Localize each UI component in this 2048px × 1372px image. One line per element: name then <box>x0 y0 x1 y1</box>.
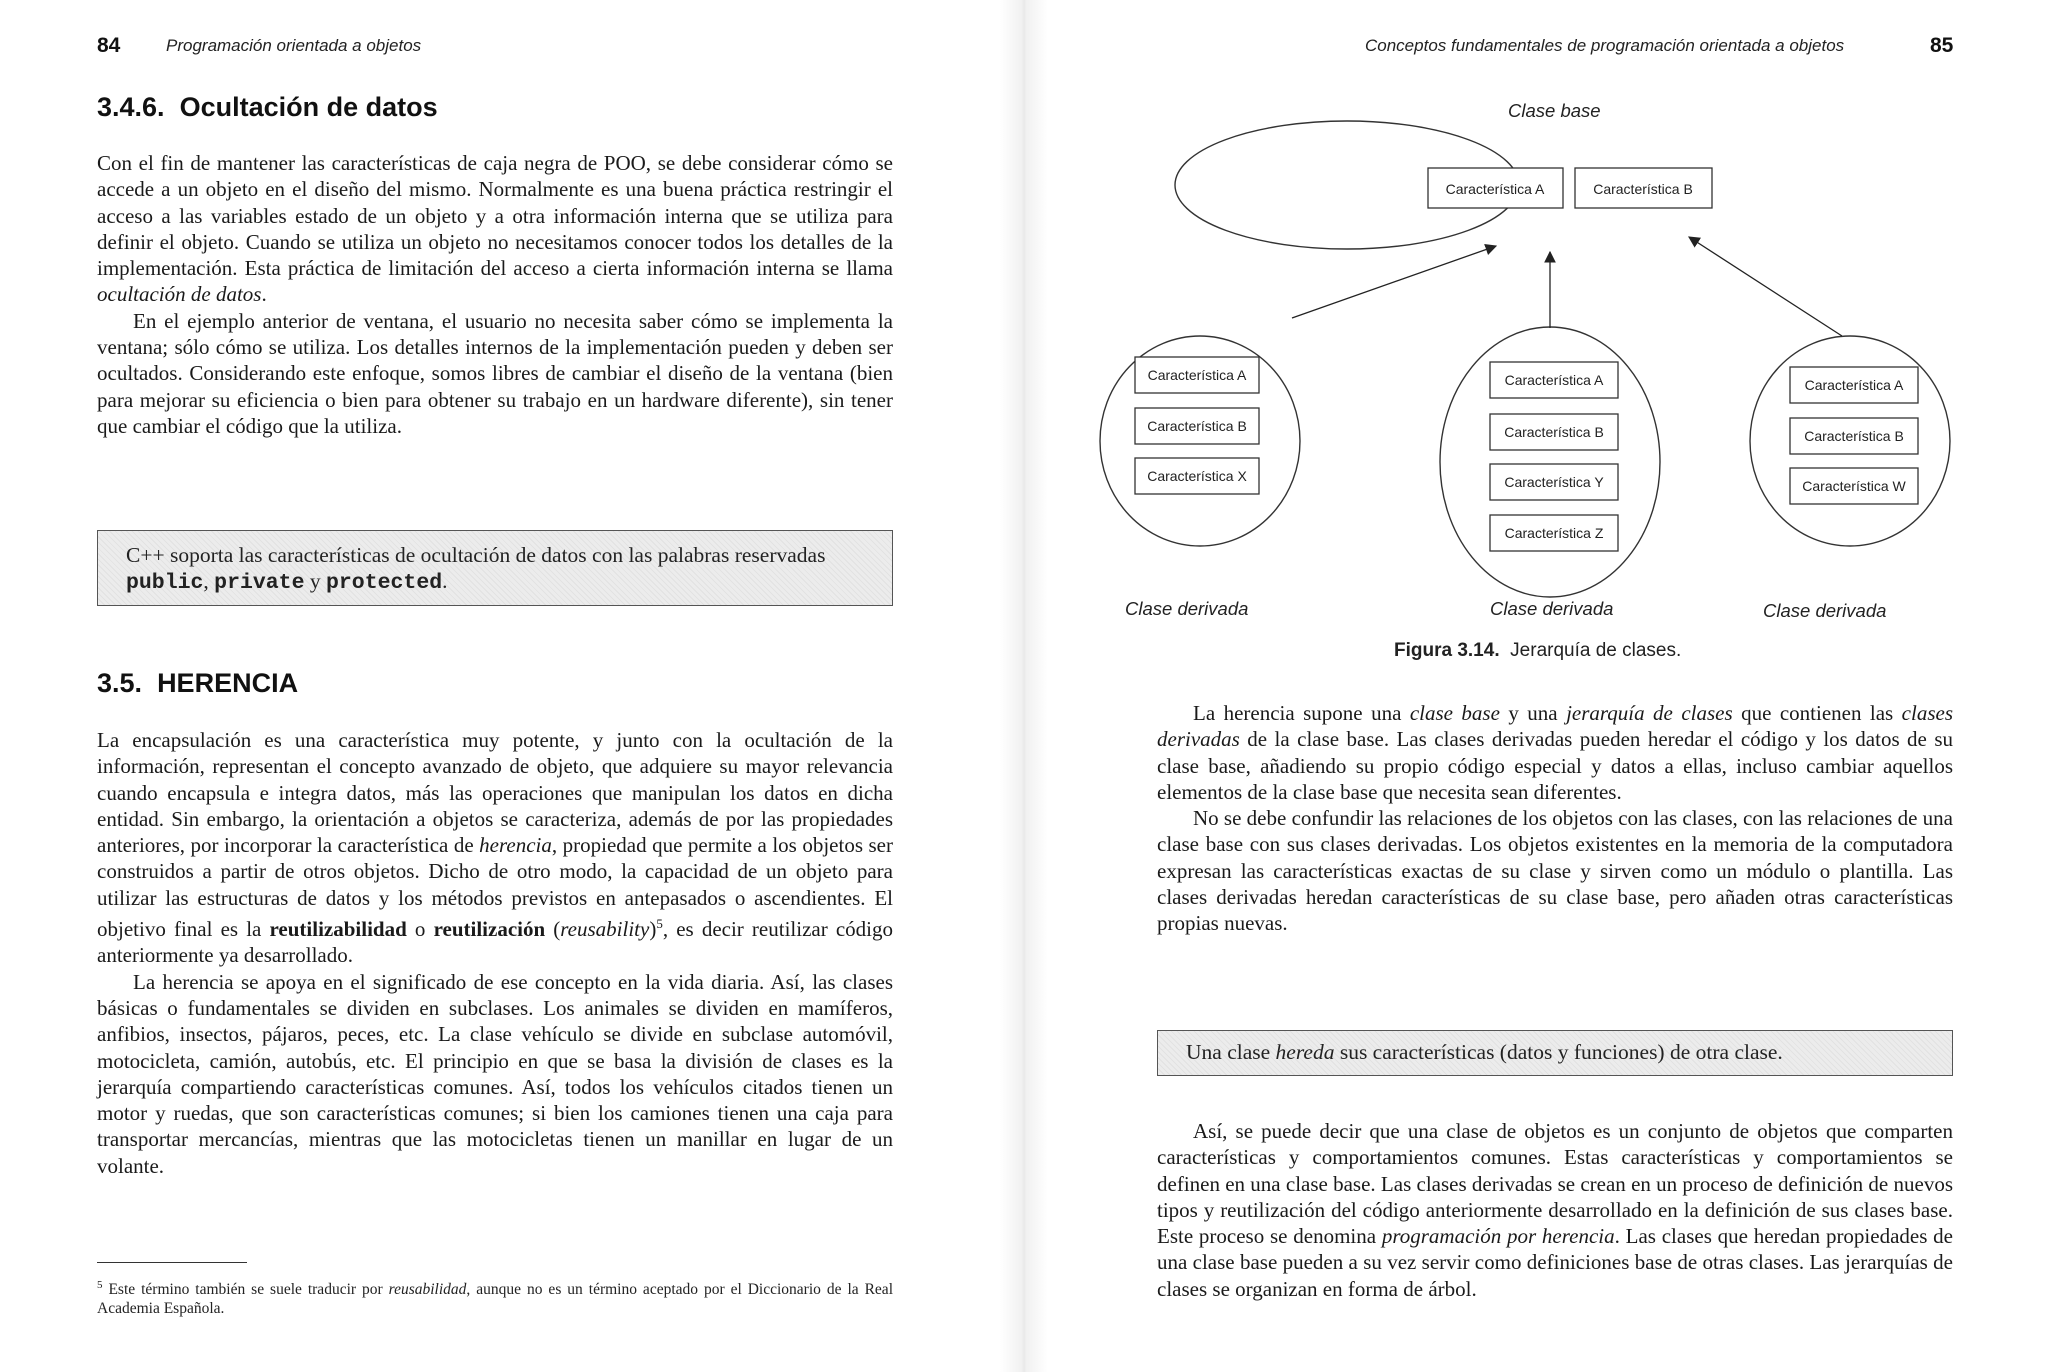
figure-title: Jerarquía de clases. <box>1510 640 1682 661</box>
section-heading-inheritance <box>97 668 298 699</box>
paragraph: La encapsulación es una característica muy potente, y junto con la ocultación de la información, representan el concepto avanzado de objeto, que adquiere su mayor relevancia cuando encapsula e integra datos, más las operaciones que manipulan los datos en dicha entidad. Sin embargo, la orientación a objetos se caracteriza, además de por las propiedades anteriores, por incorporar la característica de herencia, propiedad que permite a los objetos ser construidos a partir de otros objetos. Dicho de otro modo, la capacidad de un objeto para utilizar las estructuras de datos y los métodos previstos en antepasados o ascendientes. El objetivo final es la reutilizabilidad o reutilización (reusability)$^5$, es decir reutilizar código anteriormente ya desarrollado. <box>97 728 893 968</box>
note-text: Una clase hereda sus características (datos y funciones) de otra clase. <box>1186 1040 1783 1064</box>
footnote: $^5$ Este término también se suele traducir por reusabilidad, aunque no es un término aceptado por el Diccionario de la Real Academia Española. <box>97 1279 893 1318</box>
note-box-inheritance <box>1157 1030 1953 1076</box>
note-text: C++ soporta las características de ocultación de datos con las palabras reservadas public, private y protected. <box>126 543 826 595</box>
inheritance-arrow <box>1689 237 1842 336</box>
page-number: 84 <box>97 34 121 57</box>
term-italic: ocultación de datos <box>97 282 262 307</box>
paragraph: Con el fin de mantener las características de caja negra de POO, se debe considerar cómo se accede a un objeto en el diseño del mismo. Normalmente es una buena práctica restringir el acceso a las variables estado de un objeto y a otra información interna que se utiliza para definir el objeto. Cuando se utiliza un objeto no necesitamos conocer todos los detalles de la implementación. Esta práctica de limitación del acceso a cierta información interna se llama ocultación de datos. <box>97 151 893 307</box>
derived-class-label: Clase derivada <box>1763 600 1887 621</box>
feature-label: Característica B <box>1804 428 1904 444</box>
feature-label: Característica Z <box>1504 525 1604 541</box>
section-number: 3.4.6. <box>97 92 165 122</box>
page-number: 85 <box>1930 34 1954 57</box>
feature-label: Característica B <box>1504 424 1604 440</box>
section-title: HERENCIA <box>157 668 299 698</box>
inheritance-text <box>97 727 893 1179</box>
section-number: 3.5. <box>97 668 143 698</box>
paragraph: La herencia supone una clase base y una jerarquía de clases que contienen las clases derivadas de la clase base. Las clases derivadas pueden heredar el código y los datos de su clase base, añadiendo su propio código especial y datos a ellas, incluso cambiar aquellos elementos de la clase base que necesita sean diferentes. <box>1157 701 1953 804</box>
hierarchy-text <box>1157 700 1953 937</box>
footnote-ref: 5 <box>656 916 663 932</box>
feature-label: Característica A <box>1804 377 1904 393</box>
running-head: Programación orientada a objetos <box>166 36 422 55</box>
feature-label: Característica A <box>1147 367 1247 383</box>
feature-label: Característica B <box>1593 181 1693 197</box>
class-definition-text <box>1157 1118 1953 1302</box>
figure-number: Figura 3.14. <box>1394 640 1500 661</box>
data-hiding-text <box>97 150 893 439</box>
base-class-label: Clase base <box>1508 100 1601 121</box>
feature-label: Característica X <box>1147 468 1247 484</box>
section-heading-data-hiding <box>97 92 438 123</box>
feature-label: Característica B <box>1147 418 1247 434</box>
paragraph: Así, se puede decir que una clase de objetos es un conjunto de objetos que comparten características y comportamientos comunes. Estas características y comportamientos se definen en una clase base. Las clases derivadas se crean en un proceso de definición de nuevos tipos y reutilización del código anteriormente desarrollado en la definición de sus clases base. Este proceso se denomina programación por herencia. Las clases que heredan propiedades de una clase base pueden a su vez servir como definiciones base de otras clases. Las jerarquías de clases se organizan en forma de árbol. <box>1157 1119 1953 1301</box>
footnote-rule <box>97 1262 247 1263</box>
derived-class-label: Clase derivada <box>1490 598 1614 619</box>
feature-label: Característica A <box>1504 372 1604 388</box>
feature-label: Característica W <box>1802 478 1906 494</box>
left-page <box>0 0 1010 1372</box>
section-title: Ocultación de datos <box>179 92 438 122</box>
paragraph: La herencia se apoya en el significado de ese concepto en la vida diaria. Así, las clases básicas o fundamentales se dividen en subclases. Los animales se dividen en mamíferos, anfibios, insectos, pájaros, peces, etc. La clase vehículo se divide en subclase automóvil, motocicleta, camión, autobús, etc. El principio en que se basa la división de clases es la jerarquía compartiendo características comunes. Así, todos los vehículos citados tienen un motor y ruedas, que son características comunes; si bien los camiones tienen una caja para transportar mercancías, mientras que las motocicletas tienen un manillar en lugar de un volante. <box>97 969 893 1178</box>
feature-label: Característica Y <box>1504 474 1604 490</box>
figure-caption <box>1394 640 1681 662</box>
note-box-cpp <box>97 530 893 606</box>
keyword-public: public <box>126 571 204 595</box>
keyword-protected: protected <box>326 571 443 595</box>
paragraph: En el ejemplo anterior de ventana, el usuario no necesita saber cómo se implementa la ventana; sólo cómo se utiliza. Los detalles internos de la implementación pueden y deben ser ocultados. Considerando este enfoque, somos libres de cambiar el diseño de la ventana (bien para mejorar su eficiencia o bien para obtener su trabajo en un hardware diferente), sin tener que cambiar el código que la utiliza. <box>97 308 893 438</box>
derived-class-label: Clase derivada <box>1125 598 1249 619</box>
running-head: Conceptos fundamentales de programación orientada a objetos <box>1365 36 1845 55</box>
keyword-private: private <box>214 571 305 595</box>
right-page <box>1030 0 2048 1372</box>
feature-label: Característica A <box>1445 181 1545 197</box>
paragraph: No se debe confundir las relaciones de los objetos con las clases, con las relaciones de una clase base con sus clases derivadas. Los objetos existentes en la memoria de la computadora expresan las características exactas de su clase y sirven como un módulo o plantilla. Las clases derivadas heredan características de su clase base, pero añaden otras características propias nuevas. <box>1157 806 1953 936</box>
inheritance-arrow <box>1292 246 1496 318</box>
